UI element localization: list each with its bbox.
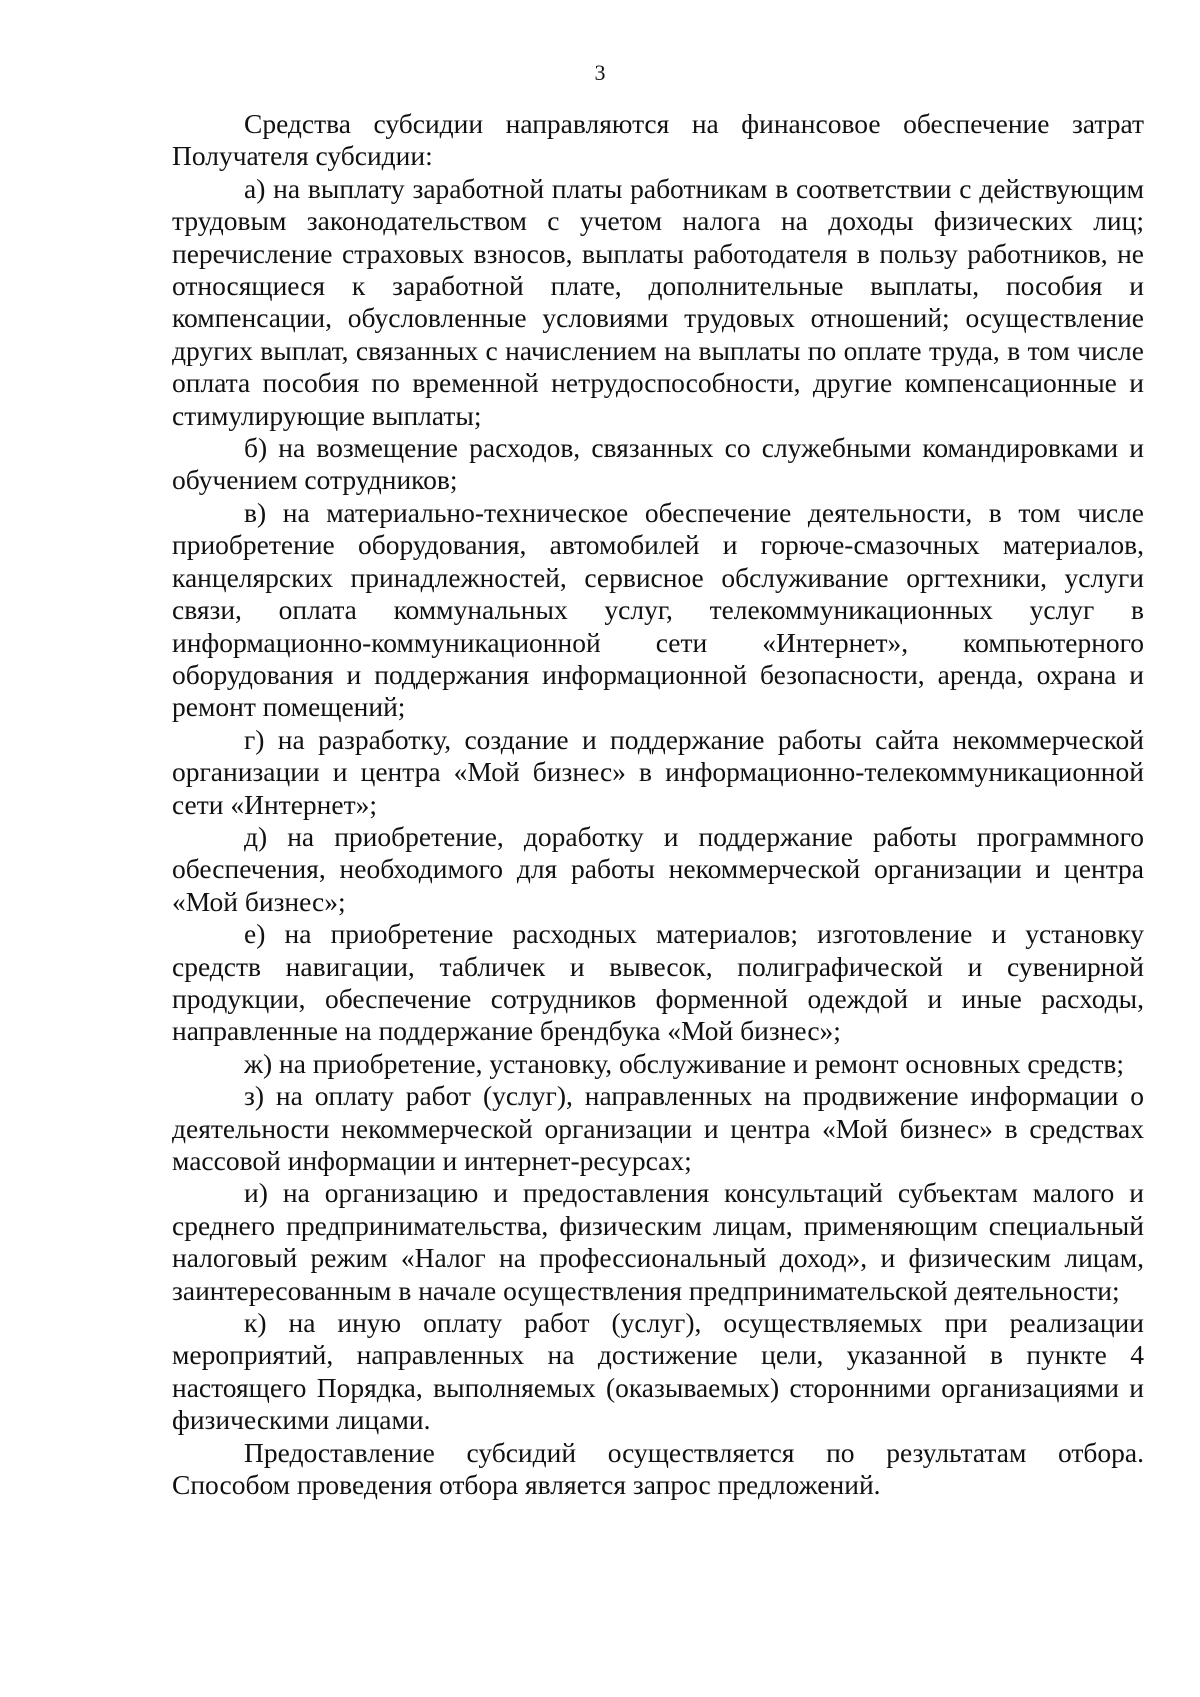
- list-item-e: е) на приобретение расходных материалов; изготовление и установку средств навигации, табличек и вывесок, полиграфической и сувенирной продукции, обеспечение сотрудников форменной одеждой и иные расходы, направленные на поддержание брендбука «Мой бизнес»;: [172, 918, 1144, 1047]
- list-item-v: в) на материально-техническое обеспечение деятельности, в том числе приобретение оборудования, автомобилей и горюче-смазочных материалов, канцелярских принадлежностей, сервисное обслуживание оргтехники, услуги связи, оплата коммунальных услуг, телекоммуникационных услуг в информационно-коммуникационной сети «Интернет», компьютерного оборудования и поддержания информационной безопасности, аренда, охрана и ремонт помещений;: [172, 496, 1144, 723]
- page-number: 3: [594, 60, 606, 85]
- list-item-zh: ж) на приобретение, установку, обслуживание и ремонт основных средств;: [244, 1047, 1124, 1079]
- list-item-k: к) на иную оплату работ (услуг), осуществляемых при реализации мероприятий, направленных на достижение цели, указанной в пункте 4 настоящего Порядка, выполняемых (оказываемых) сторонними организациями и физическими лицами.: [172, 1307, 1144, 1436]
- intro-paragraph: Средства субсидии направляются на финансовое обеспечение затрат Получателя субсидии:: [172, 108, 1144, 172]
- list-item-b: б) на возмещение расходов, связанных со служебными командировками и обучением сотрудников;: [172, 432, 1144, 496]
- list-item-z: з) на оплату работ (услуг), направленных на продвижение информации о деятельности некоммерческой организации и центра «Мой бизнес» в средствах массовой информации и интернет-ресурсах;: [172, 1080, 1144, 1176]
- list-item-i: и) на организацию и предоставления консультаций субъектам малого и среднего предпринимательства, физическим лицам, применяющим специальный налоговый режим «Налог на профессиональный доход», и физическим лицам, заинтересованным в начале осуществления предпринимательской деятельности;: [172, 1177, 1144, 1306]
- document-body: [172, 108, 1144, 1501]
- list-item-g: г) на разработку, создание и поддержание работы сайта некоммерческой организации и центра «Мой бизнес» в информационно-телекоммуникационной сети «Интернет»;: [172, 723, 1144, 820]
- list-item-a: а) на выплату заработной платы работникам в соответствии с действующим трудовым законодательством с учетом налога на доходы физических лиц; перечисление страховых взносов, выплаты работодателя в пользу работников, не относящиеся к заработной плате, дополнительные выплаты, пособия и компенсации, обусловленные условиями трудовых отношений; осуществление других выплат, связанных с начислением на выплаты по оплате труда, в том числе оплата пособия по временной нетрудоспособности, другие компенсационные и стимулирующие выплаты;: [172, 172, 1144, 431]
- list-item-d: д) на приобретение, доработку и поддержание работы программного обеспечения, необходимого для работы некоммерческой организации и центра «Мой бизнес»;: [172, 820, 1144, 917]
- closing-paragraph: Предоставление субсидий осуществляется по результатам отбора. Способом проведения отбора является запрос предложений.: [172, 1436, 1144, 1501]
